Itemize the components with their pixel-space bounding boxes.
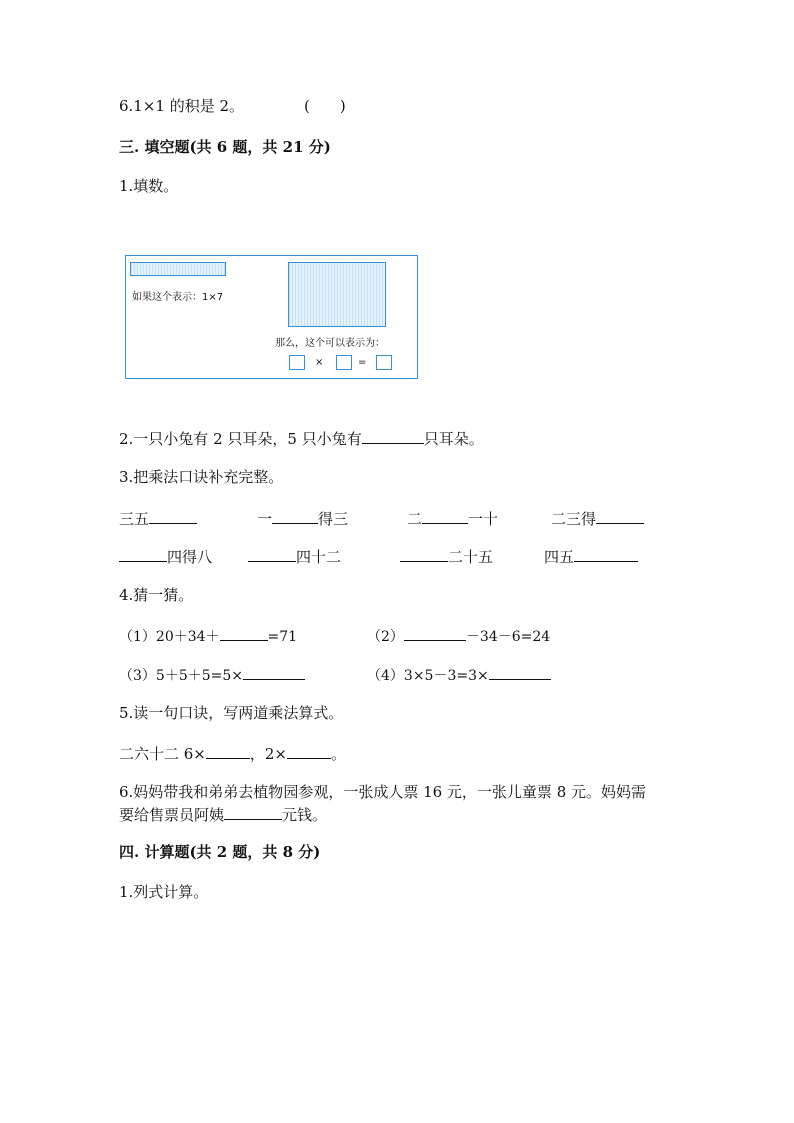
answer-blank[interactable] [243, 663, 305, 680]
section-4-heading: 四. 计算题(共 2 题，共 8 分) [119, 843, 321, 861]
equals-sign: = [358, 357, 367, 368]
small-bar-shape [130, 262, 226, 276]
answer-blank[interactable] [422, 507, 468, 524]
judge-question-text: 6.1×1 的积是 2。 [119, 97, 245, 115]
answer-box-3[interactable] [376, 355, 392, 370]
mnemonic-item: 二十五 [400, 545, 493, 567]
guess-item: （4）3×5－3=3× [367, 663, 551, 686]
mnemonic-item: 四五 [544, 545, 638, 567]
multiplication-figure [125, 255, 418, 379]
guess-item: （1）20＋34＋ =71 [119, 624, 297, 647]
question-1-text: 1.填数。 [119, 177, 179, 195]
question-2 [119, 427, 484, 449]
answer-blank[interactable] [596, 507, 644, 524]
answer-blank[interactable] [220, 624, 268, 641]
answer-blank[interactable] [404, 624, 466, 641]
mnemonic-item: 三五 [119, 507, 197, 529]
question-6-line-2: 要给售票员阿姨 元钱。 [119, 803, 327, 825]
answer-box-2[interactable] [336, 355, 352, 370]
answer-blank[interactable] [206, 742, 250, 759]
judge-question-6 [119, 96, 244, 116]
section-3-heading: 三. 填空题(共 6 题，共 21 分) [119, 138, 331, 156]
question-2-text: 2.一只小兔有 2 只耳朵，5 只小兔有 [119, 430, 362, 448]
question-3-text: 3.把乘法口诀补充完整。 [119, 468, 284, 486]
answer-blank[interactable] [400, 545, 448, 562]
large-grid-shape [288, 262, 386, 327]
figure-right-label: 那么，这个可以表示为： [275, 338, 385, 349]
question-2-suffix: 只耳朵。 [423, 430, 484, 448]
answer-blank[interactable] [489, 663, 551, 680]
answer-blank[interactable] [224, 803, 282, 820]
mnemonic-item: 四十二 [248, 545, 341, 567]
figure-left-label: 如果这个表示：1×7 [132, 292, 224, 303]
question-6-line-1: 6.妈妈带我和弟弟去植物园参观，一张成人票 16 元，一张儿童票 8 元。妈妈需 [119, 783, 647, 801]
question-4-text: 4.猜一猜。 [119, 586, 194, 604]
question-5-answer-line: 二六十二 6× ，2× 。 [119, 742, 346, 764]
answer-blank[interactable] [149, 507, 197, 524]
times-sign: × [315, 357, 324, 368]
calc-question-1-text: 1.列式计算。 [119, 883, 209, 901]
mnemonic-item: 二三得 [551, 507, 644, 529]
mnemonic-item: 一 得三 [257, 507, 348, 529]
answer-box-1[interactable] [289, 355, 305, 370]
guess-item: （3）5＋5＋5=5× [119, 663, 305, 686]
answer-blank[interactable] [272, 507, 318, 524]
guess-item: （2） －34－6=24 [367, 624, 550, 647]
answer-blank[interactable] [287, 742, 331, 759]
mnemonic-item: 四得八 [119, 545, 212, 567]
answer-blank[interactable] [119, 545, 167, 562]
answer-blank[interactable] [362, 427, 424, 444]
question-5-text: 5.读一句口诀，写两道乘法算式。 [119, 704, 344, 722]
judge-answer-paren: ( ) [304, 97, 346, 115]
mnemonic-item: 二 一十 [407, 507, 498, 529]
answer-blank[interactable] [574, 545, 638, 562]
answer-blank[interactable] [248, 545, 296, 562]
